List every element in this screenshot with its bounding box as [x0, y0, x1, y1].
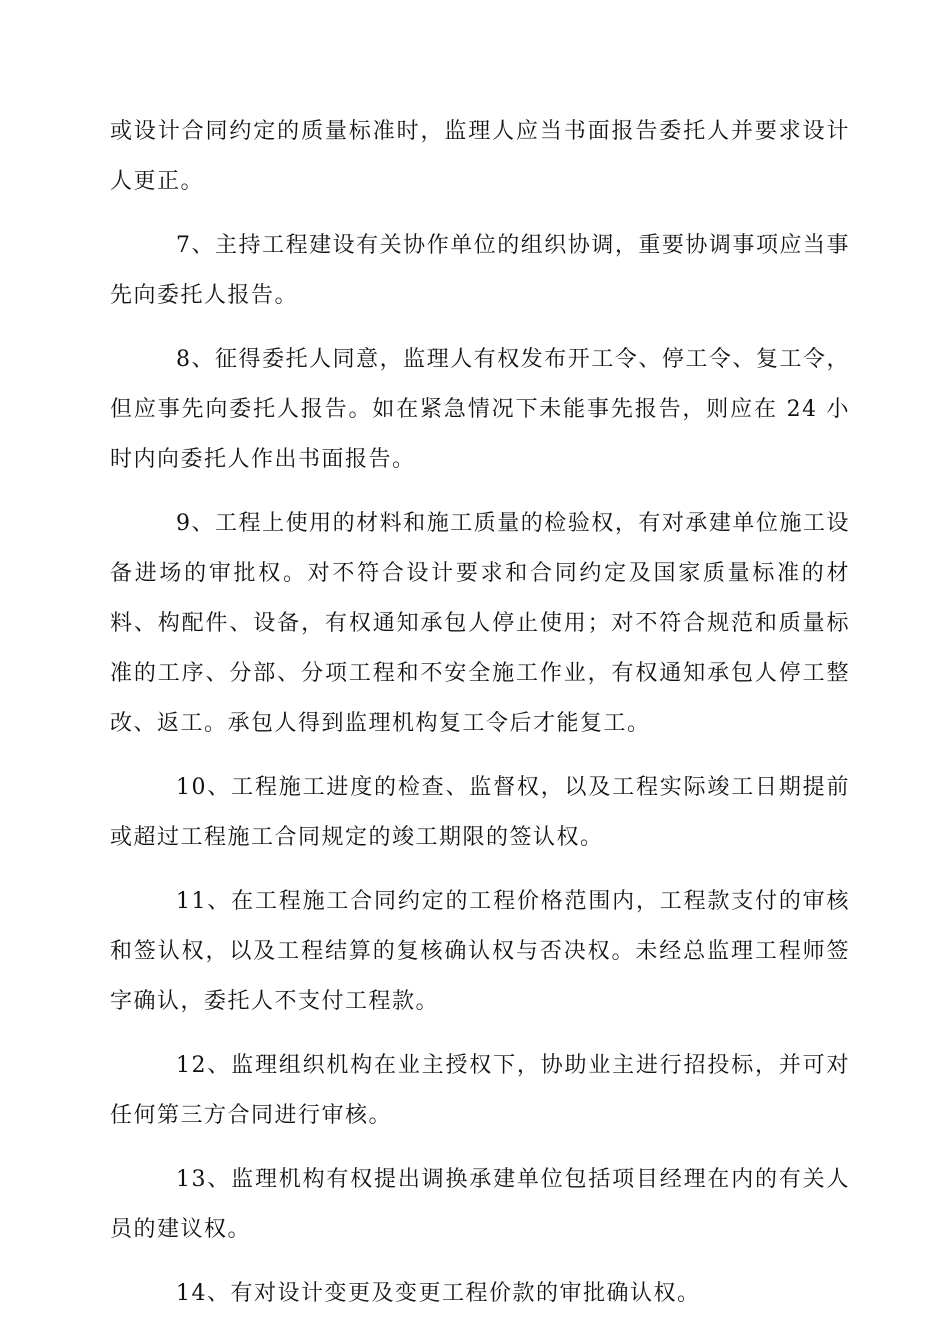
paragraph-item-11: 11、在工程施工合同约定的工程价格范围内，工程款支付的审核和签认权，以及工程结算的复核确认权与否决权。未经总监理工程师签字确认，委托人不支付工程款。	[110, 889, 850, 1014]
paragraph-item-10: 10、工程施工进度的检查、监督权，以及工程实际竣工日期提前或超过工程施工合同规定的竣工期限的签认权。	[110, 775, 850, 850]
paragraph-item-12: 12、监理组织机构在业主授权下，协助业主进行招投标，并可对任何第三方合同进行审核。	[110, 1053, 850, 1128]
paragraph-continuation: 或设计合同约定的质量标准时，监理人应当书面报告委托人并要求设计人更正。	[110, 119, 850, 194]
paragraph-item-9: 9、工程上使用的材料和施工质量的检验权，有对承建单位施工设备进场的审批权。对不符合设计要求和合同约定及国家质量标准的材料、构配件、设备，有权通知承包人停止使用；对不符合规范和质量标准的工序、分部、分项工程和不安全施工作业，有权通知承包人停工整改、返工。承包人得到监理机构复工令后才能复工。	[110, 511, 850, 736]
document-page	[110, 107, 850, 1333]
paragraph-item-7: 7、主持工程建设有关协作单位的组织协调，重要协调事项应当事先向委托人报告。	[110, 233, 850, 308]
paragraph-item-13: 13、监理机构有权提出调换承建单位包括项目经理在内的有关人员的建议权。	[110, 1167, 850, 1242]
paragraph-item-14: 14、有对设计变更及变更工程价款的审批确认权。	[176, 1281, 701, 1306]
paragraph-item-8: 8、征得委托人同意，监理人有权发布开工令、停工令、复工令，但应事先向委托人报告。如在紧急情况下未能事先报告，则应在 24 小时内向委托人作出书面报告。	[110, 347, 850, 472]
